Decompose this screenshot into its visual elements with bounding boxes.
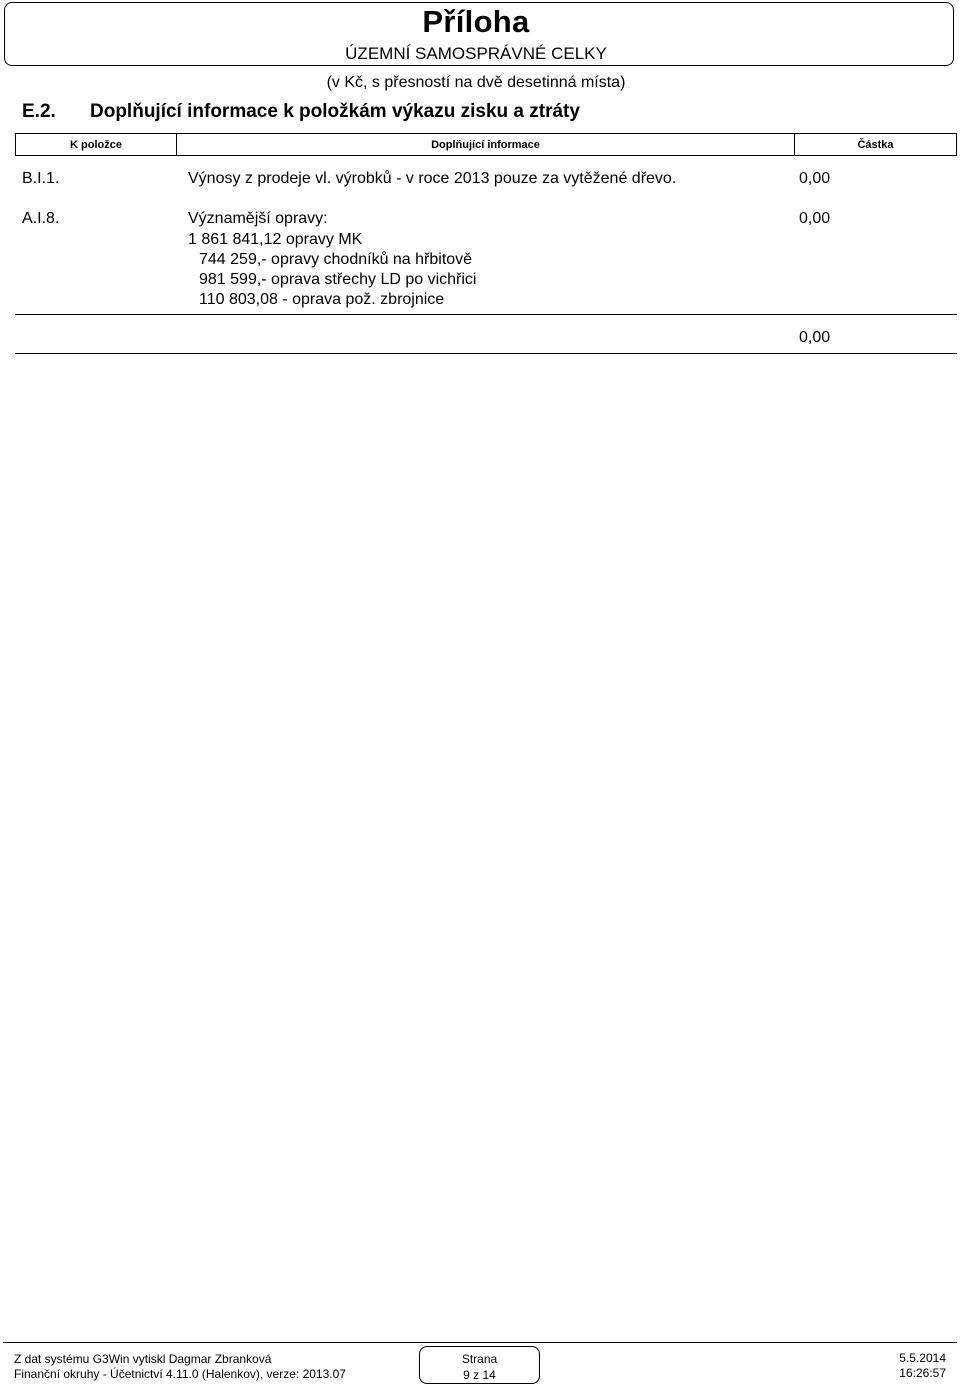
separator-line [15, 314, 957, 315]
row-info-line: 744 259,- opravy chodníků na hřbitově [199, 251, 473, 268]
table-header [15, 133, 957, 156]
column-header-item: K položce [16, 134, 177, 155]
row-info-line: 1 861 841,12 opravy MK [188, 231, 363, 248]
footer-module: Finanční okruhy - Účetnictví 4.11.0 (Halenkov), verze: 2013.07 [14, 1367, 346, 1381]
row-info-line: Výnosy z prodeje vl. výrobků - v roce 2013 pouze za vytěžené dřevo. [188, 170, 677, 187]
section-title: Doplňující informace k položkám výkazu zisku a ztráty [90, 101, 580, 122]
row-item-code: A.I.8. [22, 210, 60, 227]
row-info-line: 981 599,- oprava střechy LD po vichřici [199, 271, 477, 288]
separator-line [15, 353, 957, 354]
footer-date: 5.5.2014 [899, 1351, 946, 1365]
page-title: Příloha [422, 4, 530, 39]
section-code: E.2. [22, 101, 56, 122]
row-item-code: B.I.1. [22, 170, 60, 187]
column-header-info: Doplňující informace [177, 134, 795, 155]
row-amount: 0,00 [799, 170, 831, 187]
column-header-amount: Částka [857, 138, 894, 151]
page-number-box [419, 1346, 540, 1384]
row-amount: 0,00 [799, 210, 831, 227]
row-info-line: Významější opravy: [188, 210, 328, 227]
footer-time: 16:26:57 [899, 1366, 946, 1380]
currency-note: (v Kč, s přesností na dvě desetinná místa) [326, 74, 626, 91]
page-value: 9 z 14 [463, 1368, 496, 1382]
row-info-line: 110 803,08 - oprava pož. zbrojnice [199, 291, 445, 308]
footer-line [3, 1342, 957, 1343]
footer-source: Z dat systému G3Win vytiskl Dagmar Zbranková [14, 1352, 272, 1366]
page-label: Strana [461, 1352, 498, 1366]
page-subtitle: ÚZEMNÍ SAMOSPRÁVNÉ CELKY [345, 44, 607, 63]
total-amount: 0,00 [799, 329, 831, 346]
